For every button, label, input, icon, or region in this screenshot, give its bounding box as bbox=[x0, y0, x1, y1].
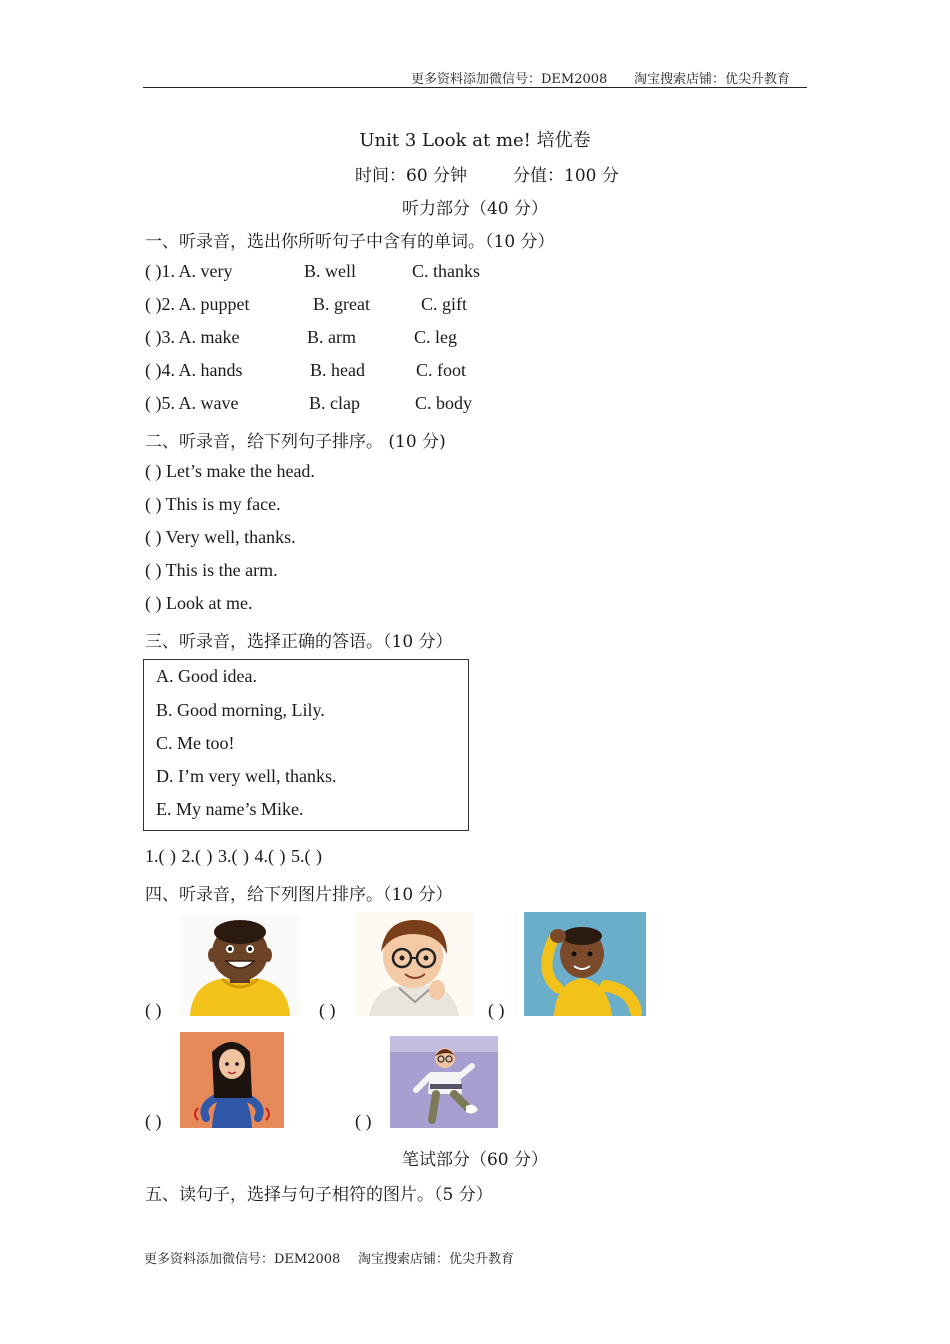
s3-option-b: B. Good morning, Lily. bbox=[156, 700, 325, 720]
page-title: Unit 3 Look at me! 培优卷 bbox=[359, 130, 591, 151]
s3-option-c: C. Me too! bbox=[156, 733, 235, 753]
s4-bracket-4: ( ) bbox=[145, 1111, 162, 1131]
s1-item2-a: ( )2. A. puppet bbox=[145, 294, 250, 314]
footer-wechat: 更多资料添加微信号：DEM2008 bbox=[144, 1252, 341, 1267]
footer-shop: 淘宝搜索店铺：优尖升教育 bbox=[358, 1252, 515, 1267]
s1-item1-b: B. well bbox=[304, 261, 356, 281]
s1-item3-c: C. leg bbox=[414, 327, 457, 347]
header-divider bbox=[143, 87, 807, 88]
s1-item3-a: ( )3. A. make bbox=[145, 327, 240, 347]
s1-item4-c: C. foot bbox=[416, 360, 467, 380]
s3-answers: 1.( ) 2.( ) 3.( ) 4.( ) 5.( ) bbox=[145, 846, 322, 866]
s3-option-e: E. My name’s Mike. bbox=[156, 799, 304, 819]
picture-boy-with-glasses bbox=[355, 912, 474, 1016]
header-wechat: 更多资料添加微信号：DEM2008 bbox=[411, 72, 608, 87]
s1-item5-a: ( )5. A. wave bbox=[145, 393, 239, 413]
s1-item4-b: B. head bbox=[310, 360, 365, 380]
exam-time: 时间：60 分钟 bbox=[355, 166, 468, 186]
section2-heading: 二、听录音，给下列句子排序。 (10 分) bbox=[145, 432, 446, 452]
section3-heading: 三、听录音，选择正确的答语。（10 分） bbox=[145, 632, 453, 652]
s1-item2-b: B. great bbox=[313, 294, 370, 314]
s1-item4-a: ( )4. A. hands bbox=[145, 360, 243, 380]
s1-item5-b: B. clap bbox=[309, 393, 360, 413]
s1-item2-c: C. gift bbox=[421, 294, 468, 314]
s3-option-a: A. Good idea. bbox=[156, 666, 257, 686]
s2-item1: ( ) Let’s make the head. bbox=[145, 461, 315, 481]
writing-title: 笔试部分（60 分） bbox=[401, 1150, 549, 1170]
s4-bracket-3: ( ) bbox=[488, 1000, 505, 1020]
s3-option-d: D. I’m very well, thanks. bbox=[156, 766, 337, 786]
s1-item1-a: ( )1. A. very bbox=[145, 261, 233, 281]
picture-boy-touching-head bbox=[524, 912, 646, 1016]
section1-heading: 一、听录音，选出你所听句子中含有的单词。（10 分） bbox=[145, 232, 555, 252]
s4-bracket-1: ( ) bbox=[145, 1000, 162, 1020]
s4-bracket-5: ( ) bbox=[355, 1111, 372, 1131]
s2-item4: ( ) This is the arm. bbox=[145, 560, 278, 580]
s1-item1-c: C. thanks bbox=[412, 261, 481, 281]
picture-smiling-boy bbox=[180, 915, 300, 1016]
listening-title: 听力部分（40 分） bbox=[401, 199, 549, 219]
section4-heading: 四、听录音，给下列图片排序。（10 分） bbox=[145, 885, 453, 905]
s1-item5-c: C. body bbox=[415, 393, 473, 413]
s2-item2: ( ) This is my face. bbox=[145, 494, 281, 514]
s2-item5: ( ) Look at me. bbox=[145, 593, 253, 613]
section5-heading: 五、读句子，选择与句子相符的图片。（5 分） bbox=[145, 1185, 493, 1205]
exam-score: 分值：100 分 bbox=[513, 166, 619, 186]
s1-item3-b: B. arm bbox=[307, 327, 356, 347]
s4-bracket-2: ( ) bbox=[319, 1000, 336, 1020]
picture-girl-shaking bbox=[180, 1032, 284, 1128]
header-shop: 淘宝搜索店铺：优尖升教育 bbox=[634, 72, 791, 87]
picture-boy-kicking bbox=[390, 1036, 498, 1128]
s2-item3: ( ) Very well, thanks. bbox=[145, 527, 296, 547]
